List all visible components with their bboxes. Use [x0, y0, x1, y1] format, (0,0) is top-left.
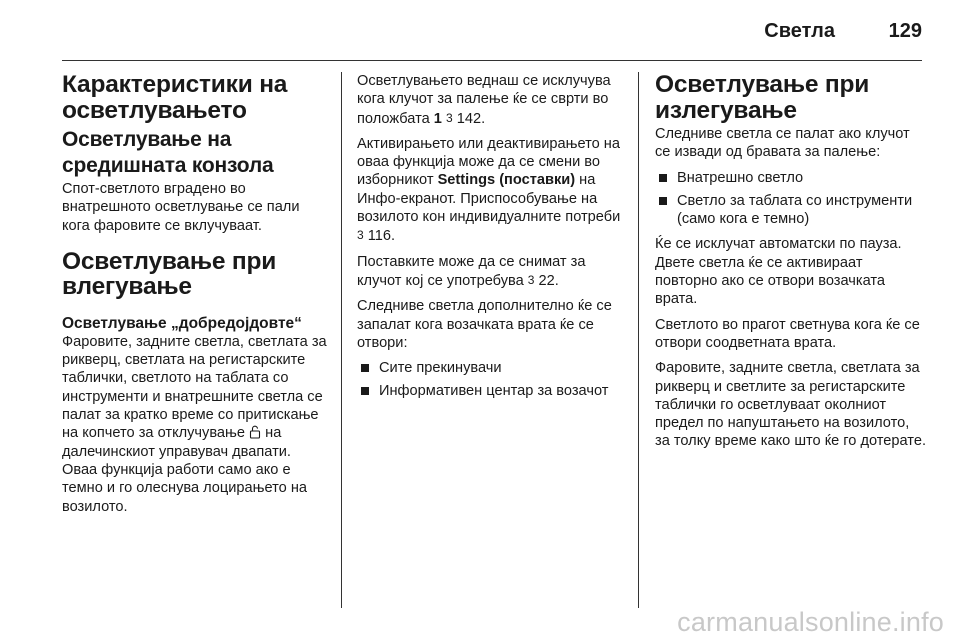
- column-divider-1: [341, 72, 342, 608]
- settings-text-b: на Инфо-екранот. Приспособување на возилото кон индивидуалните потреби: [357, 172, 621, 226]
- switch-off-text-a: Осветлувањето веднаш се исклучува кога клучот за палење ќе се сврти во положбата: [357, 73, 611, 127]
- welcome-text-b: на далечинскиот управувач двапати. Оваа функција работи само ако е темно и го олеснува лоцирањето на возилото.: [62, 425, 308, 515]
- page-ref-22[interactable]: 22.: [538, 272, 559, 289]
- column-divider-2: [638, 72, 639, 608]
- page-header: [0, 0, 960, 62]
- auto-off-text: Ќе се исклучат автоматски по пауза. Двете светла ќе се активираат повторно ако се отвори возачката врата.: [655, 236, 902, 308]
- key-memory-text-a: Поставките може да се снимат за клучот кој се употребува: [357, 253, 586, 289]
- switch-off-text: [357, 72, 625, 128]
- page-number: 129: [888, 20, 922, 42]
- watermark: carmanualsonline.info: [677, 607, 944, 637]
- welcome-light-text: [62, 333, 330, 516]
- section-heading-exit: Осветлување при излегување: [655, 72, 870, 124]
- list-item: Внатрешно светло: [655, 169, 927, 187]
- settings-text: [357, 135, 625, 246]
- list-item: Светло за таблата со инструменти (само кога е темно): [655, 192, 927, 229]
- page-ref-116[interactable]: 116.: [367, 228, 396, 245]
- column-1: [62, 72, 330, 592]
- column-3: [655, 72, 927, 502]
- exit-light-intro: Следниве светла се палат ако клучот се извади од бравата за палење:: [655, 126, 910, 161]
- settings-text-a: Активирањето или деактивирањето на оваа функција може да се смени во изборникот: [357, 135, 620, 189]
- section-heading-console: Осветлување на средишната конзола: [62, 128, 274, 177]
- list-item: Сите прекинувачи: [357, 359, 625, 377]
- header-rule: [62, 60, 922, 61]
- page-ref-142[interactable]: 142.: [456, 110, 486, 127]
- subsection-heading-welcome: Осветлување „добредојдовте“: [62, 314, 302, 332]
- welcome-text-a: Фаровите, задните светла, светлата за рикверц, светлата на регистарските таблички, светлото на таблата со инструменти и внатрешните светла се палат за кратко време со притискање на копчето за отклучување: [62, 333, 327, 442]
- unlock-icon: [249, 425, 261, 439]
- sill-light-text: Светлото во прагот светнува кога ќе се отвори соодветната врата.: [655, 316, 920, 351]
- exit-light-list: [655, 169, 927, 229]
- console-light-text: Спот-светлото вградено во внатрешното осветлување се пали кога фаровите се вклучуваат.: [62, 181, 300, 234]
- page-ref-icon: 3: [357, 228, 364, 243]
- section-name: Светла: [764, 20, 835, 42]
- column-2: [357, 72, 625, 452]
- ignition-position: 1: [433, 110, 442, 127]
- door-open-text: Следниве светла дополнително ќе се запалат кога возачката врата ќе се отвори:: [357, 298, 612, 351]
- key-memory-text: [357, 253, 625, 291]
- settings-menu-name: Settings (поставки): [437, 172, 576, 189]
- exit-headlights-text: Фаровите, задните светла, светлата за рикверц и светлите за регистарските таблички го осветлуваат околниот предел по напуштањето на возилото, за толку време како што ќе го дотерате.: [655, 360, 927, 450]
- door-open-list: [357, 359, 625, 401]
- chapter-title: Карактеристики на осветлувањето: [62, 72, 288, 124]
- section-heading-entry: Осветлување при влегување: [62, 247, 277, 301]
- page-ref-icon: 3: [445, 110, 453, 125]
- page-ref-icon: 3: [527, 272, 535, 287]
- list-item: Информативен центар за возачот: [357, 382, 625, 400]
